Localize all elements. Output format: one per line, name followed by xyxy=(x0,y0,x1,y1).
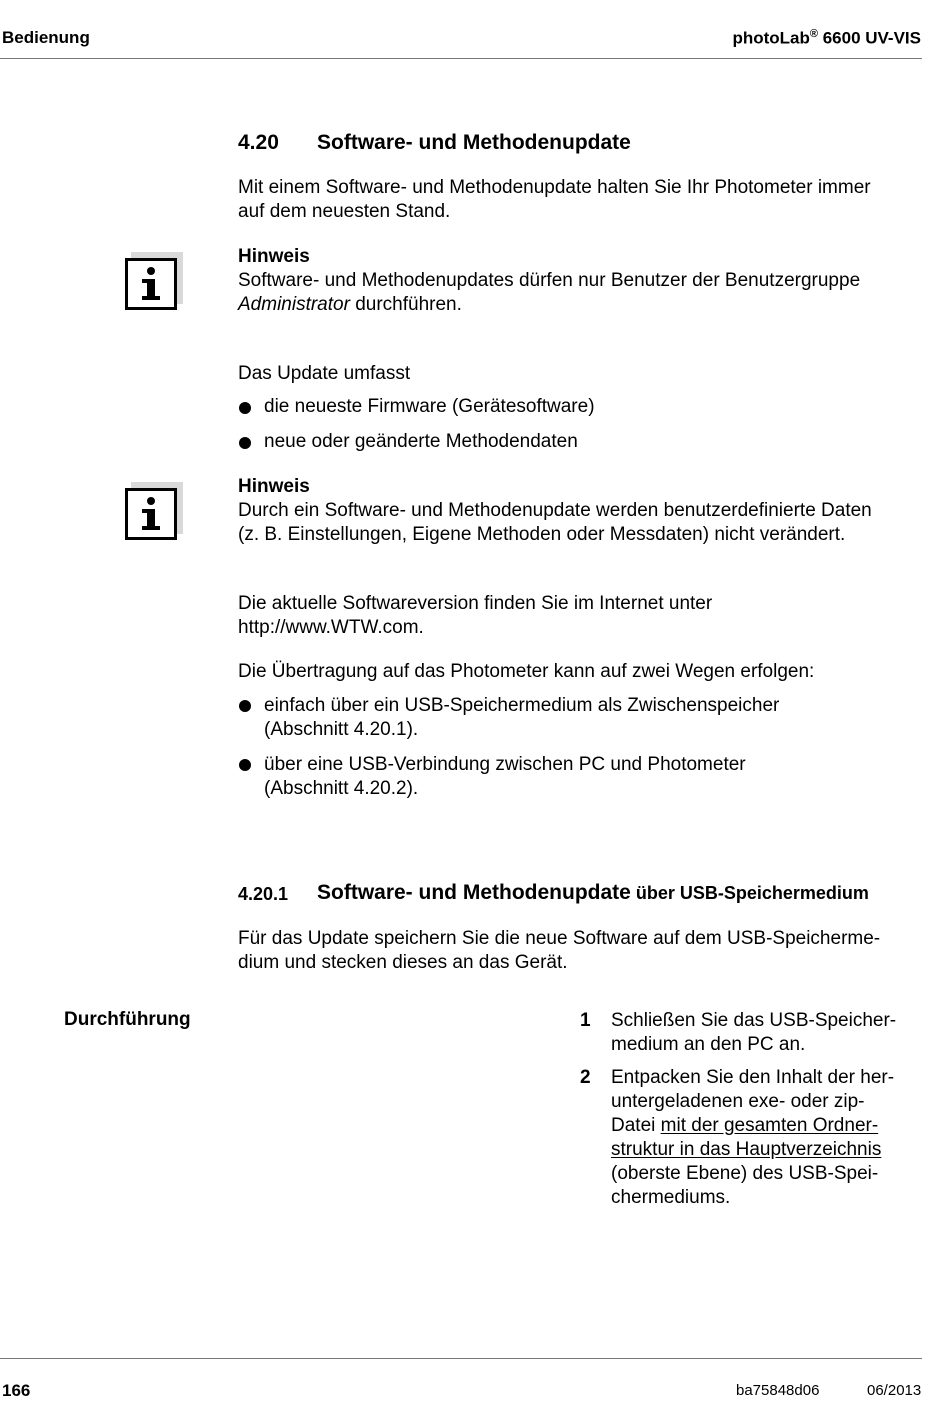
product-model: 6600 UV-VIS xyxy=(817,28,921,48)
step-line: chermediums. xyxy=(611,1187,731,1208)
subsection-intro-line2: dium und stecken dieses an das Gerät. xyxy=(238,952,568,973)
bullet-icon xyxy=(239,402,251,414)
emphasis-underlined: mit der gesamten Ordner- xyxy=(660,1115,879,1136)
footer-rule xyxy=(0,1358,922,1359)
note-1-line1: Software- und Methodenupdates dürfen nur Benutzer der Benutzergruppe xyxy=(238,270,861,291)
subsection-intro-line1: Für das Update speichern Sie die neue Software auf dem USB-Speicherme- xyxy=(238,928,881,949)
section-title: Software- und Methodenupdate xyxy=(317,131,631,154)
section-intro-line2: auf dem neuesten Stand. xyxy=(238,201,451,222)
transfer-item-usb-storage xyxy=(264,694,779,742)
website-link[interactable]: http://www.WTW.com. xyxy=(238,617,424,638)
procedure-label: Durchführung xyxy=(64,1009,191,1030)
update-contents-lead: Das Update umfasst xyxy=(238,363,411,384)
section-intro-line1: Mit einem Software- und Methodenupdate halten Sie Ihr Photometer immer xyxy=(238,177,871,198)
note-2-line1: Durch ein Software- und Methodenupdate werden benutzerdefinierte Daten xyxy=(238,500,872,521)
note-1-heading: Hinweis xyxy=(238,246,310,267)
note-1-line2-rest: durchführen. xyxy=(349,294,462,315)
edition-date: 06/2013 xyxy=(867,1382,922,1399)
step-line xyxy=(611,1138,894,1162)
step-1-text xyxy=(611,1009,896,1057)
subsection-title-small: über USB-Speichermedium xyxy=(630,883,869,903)
note-2 xyxy=(238,475,872,547)
transfer-item-line1: einfach über ein USB-Speichermedium als Zwischenspeicher xyxy=(264,695,780,716)
step-number: 1 xyxy=(580,1010,591,1031)
step-line: (oberste Ebene) des USB-Spei- xyxy=(611,1163,879,1184)
transfer-item-usb-connection xyxy=(264,753,746,801)
update-item-methods: neue oder geänderte Methodendaten xyxy=(264,431,578,452)
transfer-lead: Die Übertragung auf das Photometer kann auf zwei Wegen erfolgen: xyxy=(238,661,815,682)
step-line: Schließen Sie das USB-Speicher- xyxy=(611,1010,897,1031)
transfer-item-line1: über eine USB-Verbindung zwischen PC und Photometer xyxy=(264,754,746,775)
subsection-title xyxy=(317,881,869,905)
version-info-line1: Die aktuelle Softwareversion finden Sie im Internet unter xyxy=(238,593,713,614)
version-info xyxy=(238,592,712,640)
step-line: medium an den PC an. xyxy=(611,1034,806,1055)
step-line-plain: Datei xyxy=(611,1115,661,1136)
step-line: untergeladenen exe- oder zip- xyxy=(611,1091,865,1112)
subsection-intro xyxy=(238,927,880,975)
step-line xyxy=(611,1114,894,1138)
role-name: Administrator xyxy=(238,294,350,315)
emphasis-underlined: struktur in das Hauptverzeichnis xyxy=(611,1139,882,1160)
step-line: Entpacken Sie den Inhalt der her- xyxy=(611,1067,895,1088)
registered-mark: ® xyxy=(809,28,818,40)
note-1 xyxy=(238,245,860,317)
note-2-line2: (z. B. Einstellungen, Eigene Methoden oder Messdaten) nicht verändert. xyxy=(238,524,846,545)
note-1-line2 xyxy=(238,293,860,317)
step-number: 2 xyxy=(580,1067,591,1088)
product-name: photoLab xyxy=(732,28,810,48)
section-reference[interactable]: (Abschnitt 4.20.1). xyxy=(264,719,419,740)
bullet-icon xyxy=(239,700,251,712)
section-number: 4.20 xyxy=(238,131,279,154)
page-number: 166 xyxy=(2,1381,31,1400)
bullet-icon xyxy=(239,759,251,771)
step-2-text xyxy=(611,1066,894,1210)
info-icon xyxy=(125,488,177,540)
running-header-right xyxy=(732,28,921,49)
note-2-heading: Hinweis xyxy=(238,476,310,497)
info-icon xyxy=(125,258,177,310)
header-rule xyxy=(0,58,922,59)
document-id: ba75848d06 xyxy=(736,1382,820,1399)
section-reference[interactable]: (Abschnitt 4.20.2). xyxy=(264,778,419,799)
update-item-firmware: die neueste Firmware (Gerätesoftware) xyxy=(264,396,595,417)
subsection-number: 4.20.1 xyxy=(238,884,289,904)
subsection-title-main: Software- und Methodenupdate xyxy=(317,881,631,904)
bullet-icon xyxy=(239,437,251,449)
running-header-left: Bedienung xyxy=(2,28,90,47)
section-intro xyxy=(238,176,871,224)
